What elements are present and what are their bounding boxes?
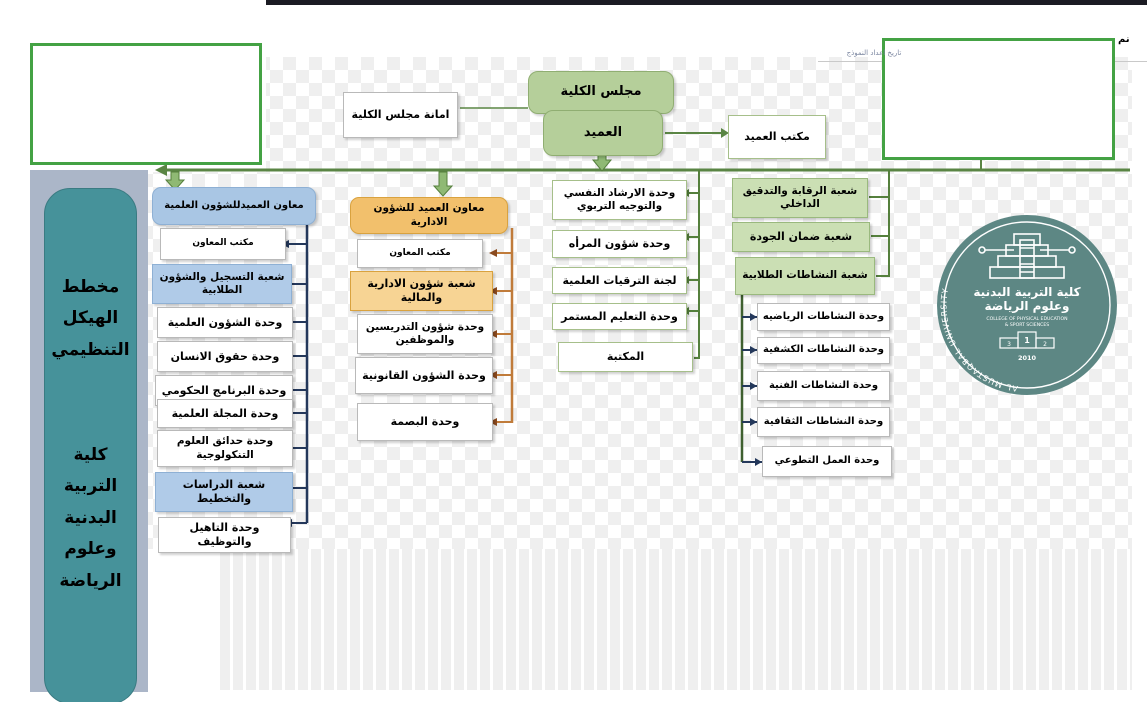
svg-text:2: 2 [1043, 341, 1047, 348]
node-scientific-assistant-office: مكتب المعاون [160, 228, 286, 260]
node-quality-assurance-division: شعبة ضمان الجودة [732, 222, 870, 252]
node-college-council: مجلس الكلية [528, 71, 674, 114]
node-staff-affairs-unit: وحدة شؤون التدريسين والموظفين [357, 314, 493, 354]
node-scout-activities-unit: وحدة النشاطات الكشفية [757, 337, 890, 364]
logo-english-title-2: & SPORT SCIENCES [1004, 323, 1050, 328]
node-science-gardens-unit: وحدة حدائق العلوم التنكولوجية [157, 430, 293, 467]
node-admin-assistant-office: مكتب المعاون [357, 239, 483, 268]
node-audit-division: شعبة الرقابة والتدقيق الداخلي [732, 178, 868, 218]
sidebar-chart-title: مخطط الهيكل التنظيمي [51, 277, 130, 360]
node-fingerprint-unit: وحدة البصمة [357, 403, 493, 441]
node-scientific-journal-unit: وحدة المجلة العلمية [157, 399, 293, 428]
node-sports-activities-unit: وحدة النشاطات الرياضيه [757, 303, 890, 331]
logo-english-title-1: COLLEGE OF PHYSICAL EDUCATION [986, 317, 1068, 322]
logo-university-name: AL MUSTAQBAL UNIVERSITY [939, 287, 1019, 393]
node-government-program-unit: وحدة البرنامج الحكومي [155, 375, 293, 406]
node-continuing-education-unit: وحدة التعليم المستمر [552, 303, 687, 330]
node-legal-affairs-unit: وحدة الشؤون القانونية [355, 357, 493, 394]
form-date-label: تاريخ اعداد النموذج [846, 49, 902, 57]
svg-text:1: 1 [1024, 336, 1030, 345]
logo-arabic-title-2: وعلوم الرياضة [984, 299, 1070, 313]
node-student-activities-division: شعبة النشاطات الطلابية [735, 257, 875, 295]
node-cultural-activities-unit: وحدة النشاطات الثقافية [757, 407, 890, 437]
node-dean-office: مكتب العميد [728, 115, 826, 159]
node-scientific-promotions-committee: لجنة الترقيات العلمية [552, 267, 687, 294]
logo-arabic-title-1: كلية التربية البدنية [973, 285, 1081, 299]
node-qualification-employment-unit: وحدة التاهيل والتوظيف [158, 517, 291, 553]
node-library: المكتبة [558, 342, 693, 372]
node-scientific-affairs-unit: وحدة الشؤون العلمية [157, 307, 293, 338]
college-logo [932, 210, 1122, 400]
node-women-affairs-unit: وحدة شؤون المرأه [552, 230, 687, 258]
node-art-activities-unit: وحدة النشاطات الفنية [757, 371, 890, 401]
corner-cropped-text: نم [1118, 34, 1130, 45]
svg-text:3: 3 [1007, 341, 1011, 348]
logo-year: 2010 [1017, 354, 1037, 362]
node-volunteer-work-unit: وحدة العمل التطوعي [762, 446, 892, 477]
node-assistant-dean-scientific: معاون العميدللشؤون العلمية [152, 187, 316, 225]
node-studies-planning-division: شعبة الدراسات والتخطيط [155, 472, 293, 512]
approval-frame [30, 43, 262, 165]
node-human-rights-unit: وحدة حقوق الانسان [157, 341, 293, 372]
node-assistant-dean-admin: معاون العميد للشؤون الادارية [350, 197, 508, 234]
node-registration-student-affairs: شعبة التسجيل والشؤون الطلابية [152, 264, 292, 304]
sidebar-college-name: كلية التربية البدنية وعلوم الرياضة [59, 445, 122, 591]
node-psych-counseling-unit: وحدة الارشاد النفسي والتوجيه التربوي [552, 180, 687, 220]
node-admin-financial-division: شعبة شؤون الادارية والمالية [350, 271, 493, 311]
form-frame [882, 38, 1115, 160]
node-dean: العميد [543, 110, 663, 156]
node-council-secretariat: امانة مجلس الكلية [343, 92, 458, 138]
